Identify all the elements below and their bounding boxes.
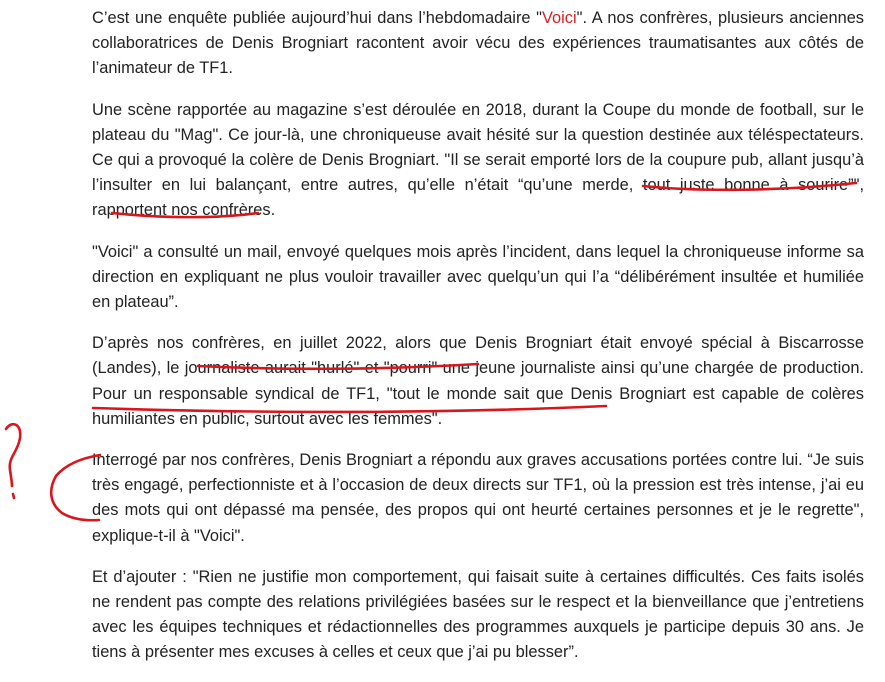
paragraph-scene-2018: Une scène rapportée au magazine s’est déroulée en 2018, durant la Coupe du monde de football, sur le plateau du "Mag". Ce jour-là, une chroniqueuse avait hésité sur la question destinée aux téléspectateurs. Ce qui a provoqué la colère de Denis Brogniart. "Il se serait emporté lors de la coupure pub, allant jusqu’à l’insulter en lui balançant, entre autres, qu’elle n’était “qu’une merde, tout juste bonne à sourire”", rapportent nos confrères. (92, 100, 864, 220)
paragraph-email: "Voici" a consulté un mail, envoyé quelques mois après l’incident, dans lequel la chroniqueuse informe sa direction en expliquant ne plus vouloir travailler avec quelqu’un qui l’a “délibérément insultée et humiliée en plateau”. (92, 242, 864, 312)
paragraph-intro (92, 6, 864, 82)
question-mark-annotation (6, 424, 20, 498)
paragraph-apology: Et d’ajouter : "Rien ne justifie mon comportement, qui faisait suite à certaines difficultés. Ces faits isolés ne rendent pas compte des relations privilégiées basées sur le respect et la bienveillance que j’entretiens avec les équipes techniques et rédactionnelles des programmes auxquels je participe depuis 30 ans. Je tiens à présenter mes excuses à celles et ceux que j’ai pu blesser”. (92, 567, 864, 662)
paragraph-intro-text-after: ". A nos confrères, plusieurs anciennes collaboratrices de Denis Brogniart racontent avoir vécu des expériences traumatisantes aux côtés de l’animateur de TF1. (92, 9, 865, 78)
paragraph-intro-text-before: C’est une enquête publiée aujourd’hui dans l’hebdomadaire " (92, 9, 542, 27)
paragraph-response: Interrogé par nos confrères, Denis Brogniart a répondu aux graves accusations portées contre lui. “Je suis très engagé, perfectionniste et à l’occasion de deux directs sur TF1, où la pression est très intense, j’ai eu des mots qui ont dépassé ma pensée, des propos qui ont heurté certaines personnes et je le regrette", explique-t-il à "Voici". (92, 451, 864, 545)
paragraph-biscarrosse: D’après nos confrères, en juillet 2022, alors que Denis Brogniart était envoyé spécial à Biscarrosse (Landes), le journaliste aurait "hurlé" et "pourri" une jeune journaliste ainsi qu’une chargée de production. Pour un responsable syndical de TF1, "tout le monde sait que Denis Brogniart est capable de colères humiliantes en public, surtout avec les femmes". (92, 334, 864, 428)
voici-link[interactable]: Voici (542, 9, 577, 27)
article-body (92, 0, 864, 682)
